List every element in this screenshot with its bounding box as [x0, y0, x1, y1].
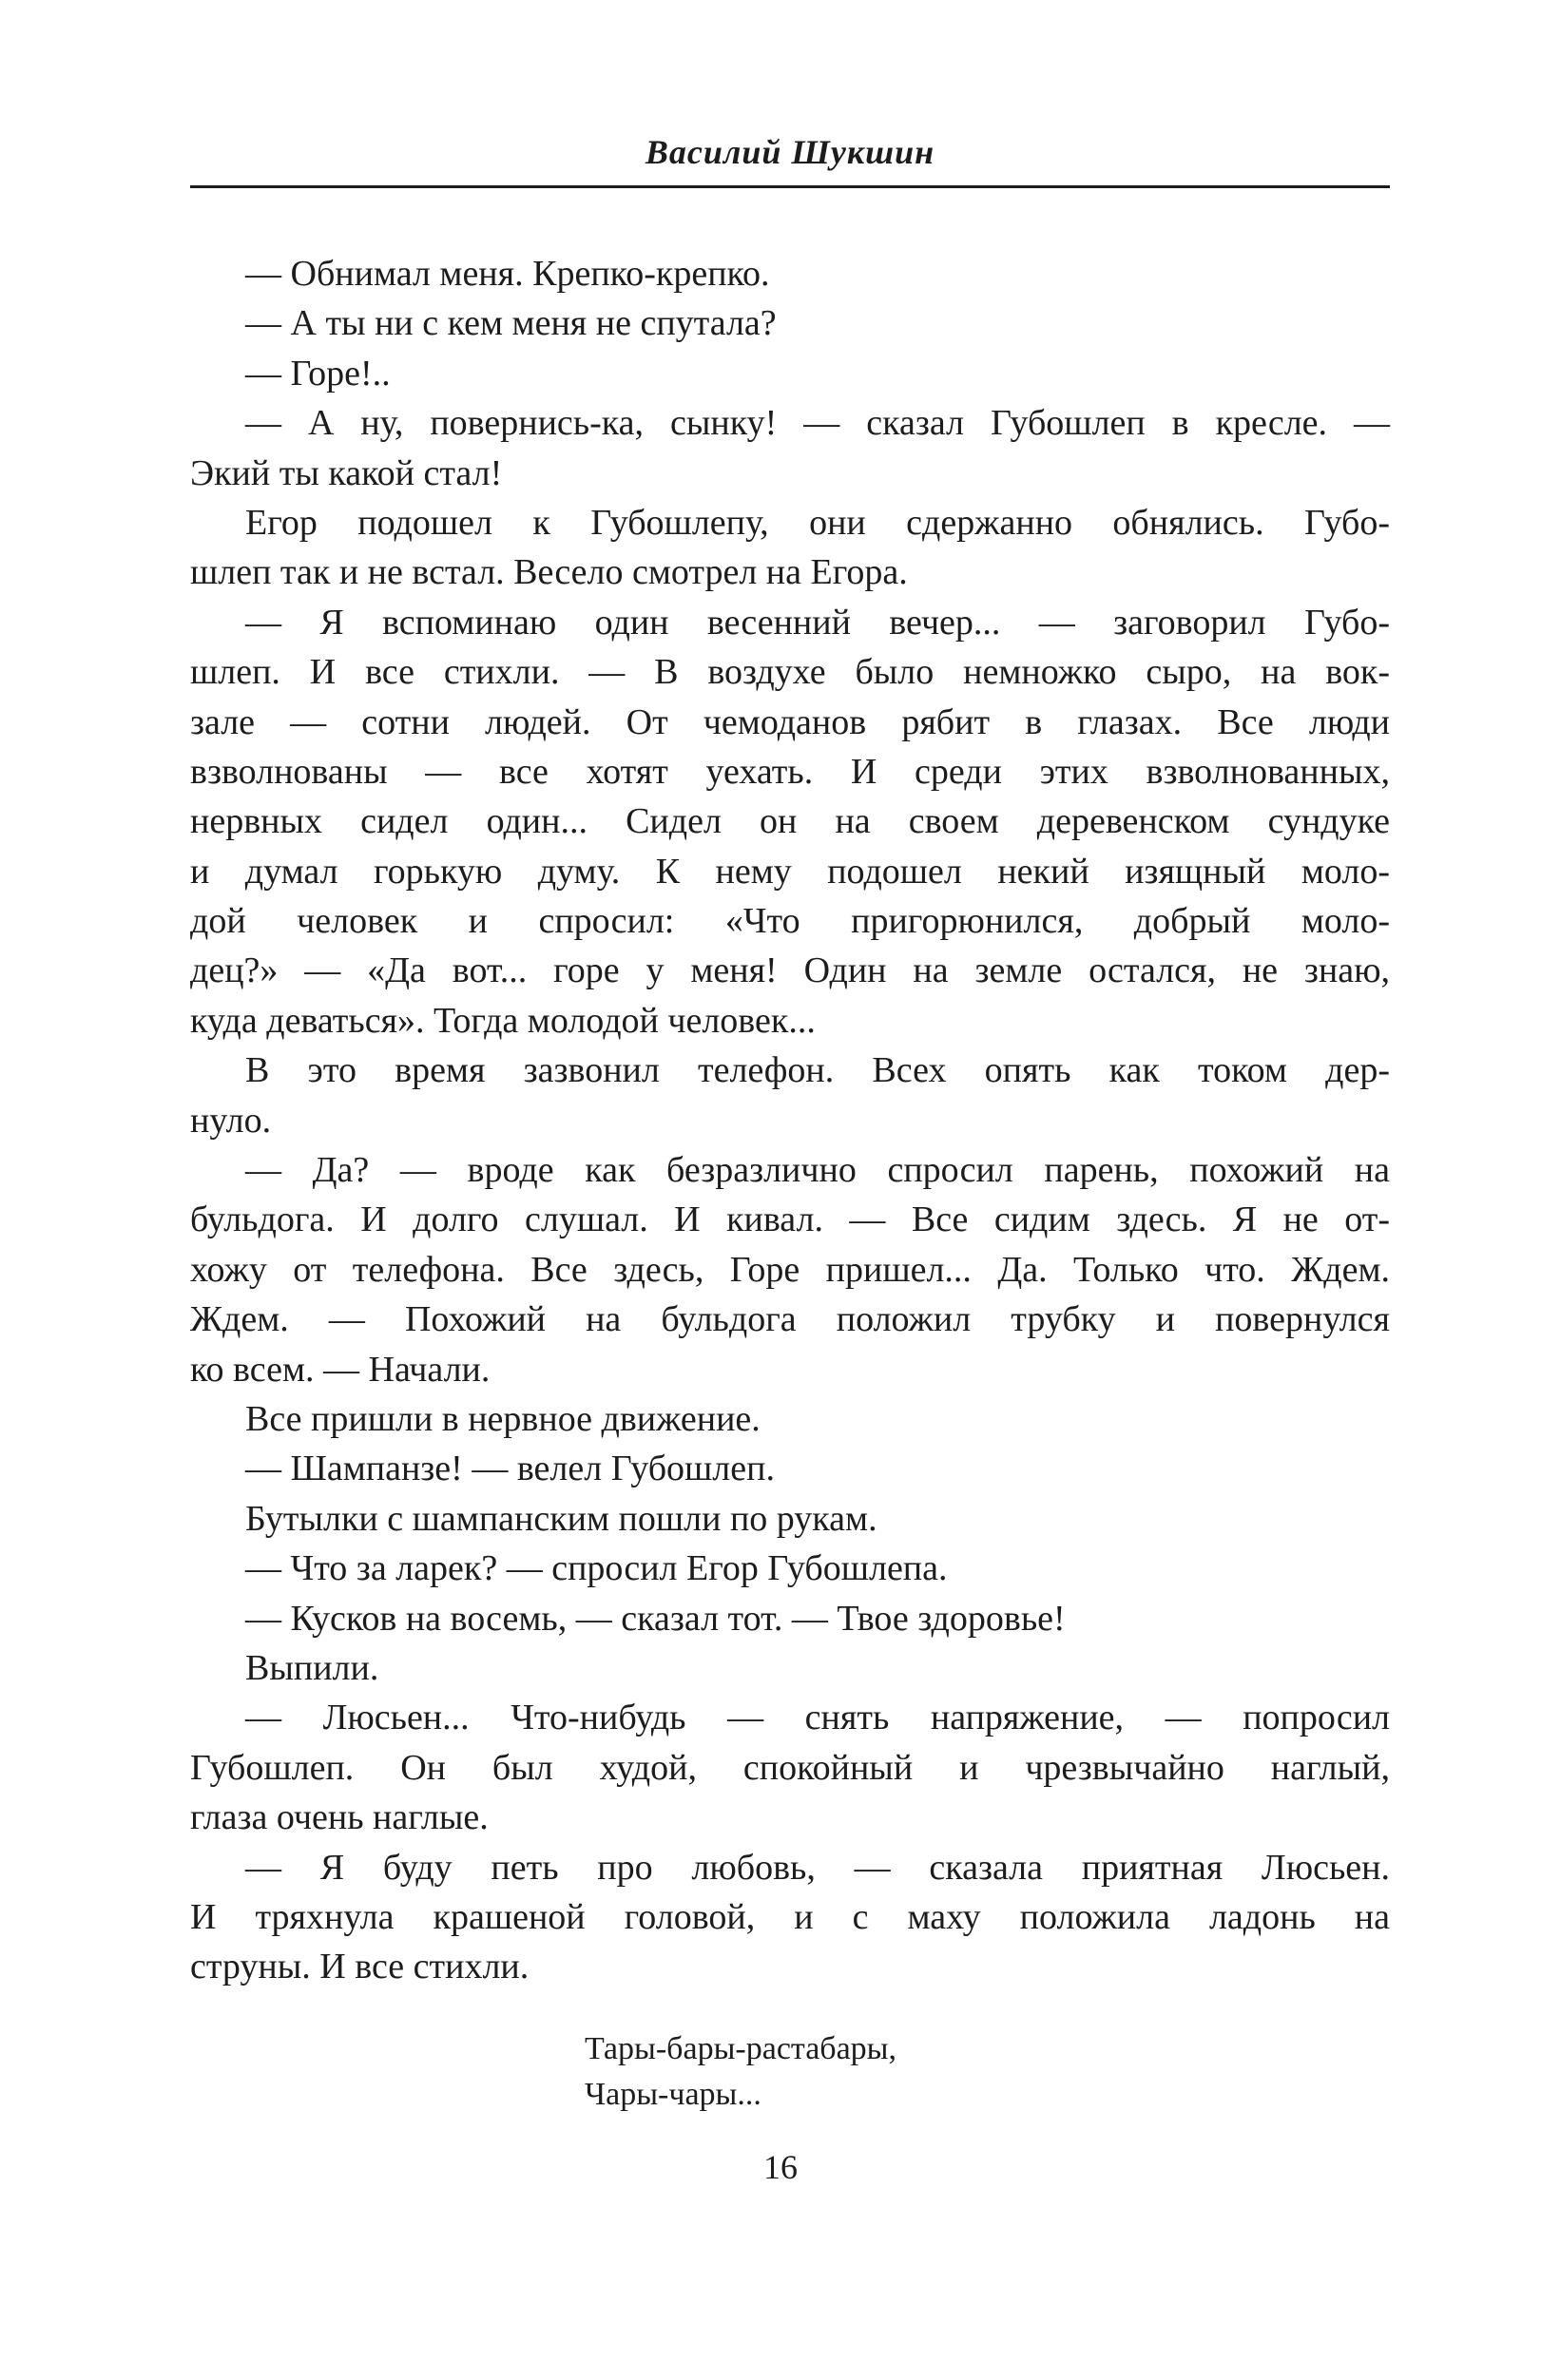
- text-line: И тряхнула крашеной головой, и с маху положила ладонь на: [190, 1896, 1390, 1937]
- text-line: — А ну, повернись-ка, сынку! — сказал Губошлеп в кресле. —: [245, 403, 1390, 444]
- text-line: дец?» — «Да вот... горе у меня! Один на земле остался, не знаю,: [190, 950, 1390, 991]
- verse-line: Тары-бары-растабары,: [585, 2031, 897, 2066]
- text-line: шлеп так и не встал. Весело смотрел на Егора.: [190, 552, 908, 593]
- text-line: — Люсьен... Что-нибудь — снять напряжение, — попросил: [245, 1698, 1390, 1738]
- verse-line: Чары-чары...: [585, 2077, 761, 2112]
- text-line: нервных сидел один... Сидел он на своем деревенском сундуке: [190, 801, 1390, 842]
- text-line: Егор подошел к Губошлепу, они сдержанно обнялись. Губо-: [245, 502, 1390, 543]
- text-line: — Шампанзе! — велел Губошлеп.: [245, 1449, 775, 1489]
- text-line: хожу от телефона. Все здесь, Горе пришел... Да. Только что. Ждем.: [190, 1249, 1390, 1290]
- text-line: Бутылки с шампанским пошли по рукам.: [245, 1498, 877, 1539]
- text-line: шлеп. И все стихли. — В воздухе было немножко сыро, на вок-: [190, 652, 1390, 693]
- text-line: — А ты ни с кем меня не спутала?: [245, 303, 777, 344]
- text-line: куда деваться». Тогда молодой человек...: [190, 1000, 816, 1041]
- text-line: — Я буду петь про любовь, — сказала приятная Люсьен.: [245, 1847, 1390, 1888]
- text-line: Выпили.: [245, 1647, 379, 1688]
- text-line: глаза очень наглые.: [190, 1797, 489, 1838]
- text-line: Губошлеп. Он был худой, спокойный и чрезвычайно наглый,: [190, 1747, 1390, 1788]
- verse-block: [585, 2026, 896, 2118]
- running-header-author: Василий Шукшин: [645, 133, 935, 171]
- text-line: ко всем. — Начали.: [190, 1349, 491, 1390]
- text-line: Ждем. — Похожий на бульдога положил трубку и повернулся: [190, 1299, 1390, 1340]
- text-line: — Горе!..: [245, 353, 391, 393]
- body-text: [190, 249, 1390, 1992]
- text-line: Все пришли в нервное движение.: [245, 1398, 761, 1439]
- text-line: дой человек и спросил: «Что пригорюнился, добрый моло-: [190, 901, 1390, 942]
- text-line: взволнованы — все хотят уехать. И среди этих взволнованных,: [190, 751, 1390, 792]
- header-divider: [190, 185, 1390, 188]
- text-line: — Обнимал меня. Крепко-крепко.: [245, 254, 770, 294]
- text-line: — Я вспоминаю один весенний вечер... — заговорил Губо-: [245, 602, 1390, 643]
- text-line: — Да? — вроде как безразлично спросил парень, похожий на: [245, 1150, 1390, 1191]
- text-line: Экий ты какой стал!: [190, 452, 503, 493]
- text-line: В это время зазвонил телефон. Всех опять как током дер-: [245, 1050, 1390, 1091]
- text-line: и думал горькую думу. К нему подошел некий изящный моло-: [190, 851, 1390, 892]
- page-number: 16: [763, 2148, 798, 2186]
- text-line: — Что за ларек? — спросил Егор Губошлепа.: [245, 1548, 948, 1589]
- text-line: — Кусков на восемь, — сказал тот. — Твое здоровье!: [245, 1598, 1066, 1639]
- text-line: зале — сотни людей. От чемоданов рябит в глазах. Все люди: [190, 701, 1390, 742]
- text-line: струны. И все стихли.: [190, 1947, 530, 1987]
- text-line: бульдога. И долго слушал. И кивал. — Все сидим здесь. Я не от-: [190, 1200, 1390, 1240]
- text-line: нуло.: [190, 1100, 272, 1141]
